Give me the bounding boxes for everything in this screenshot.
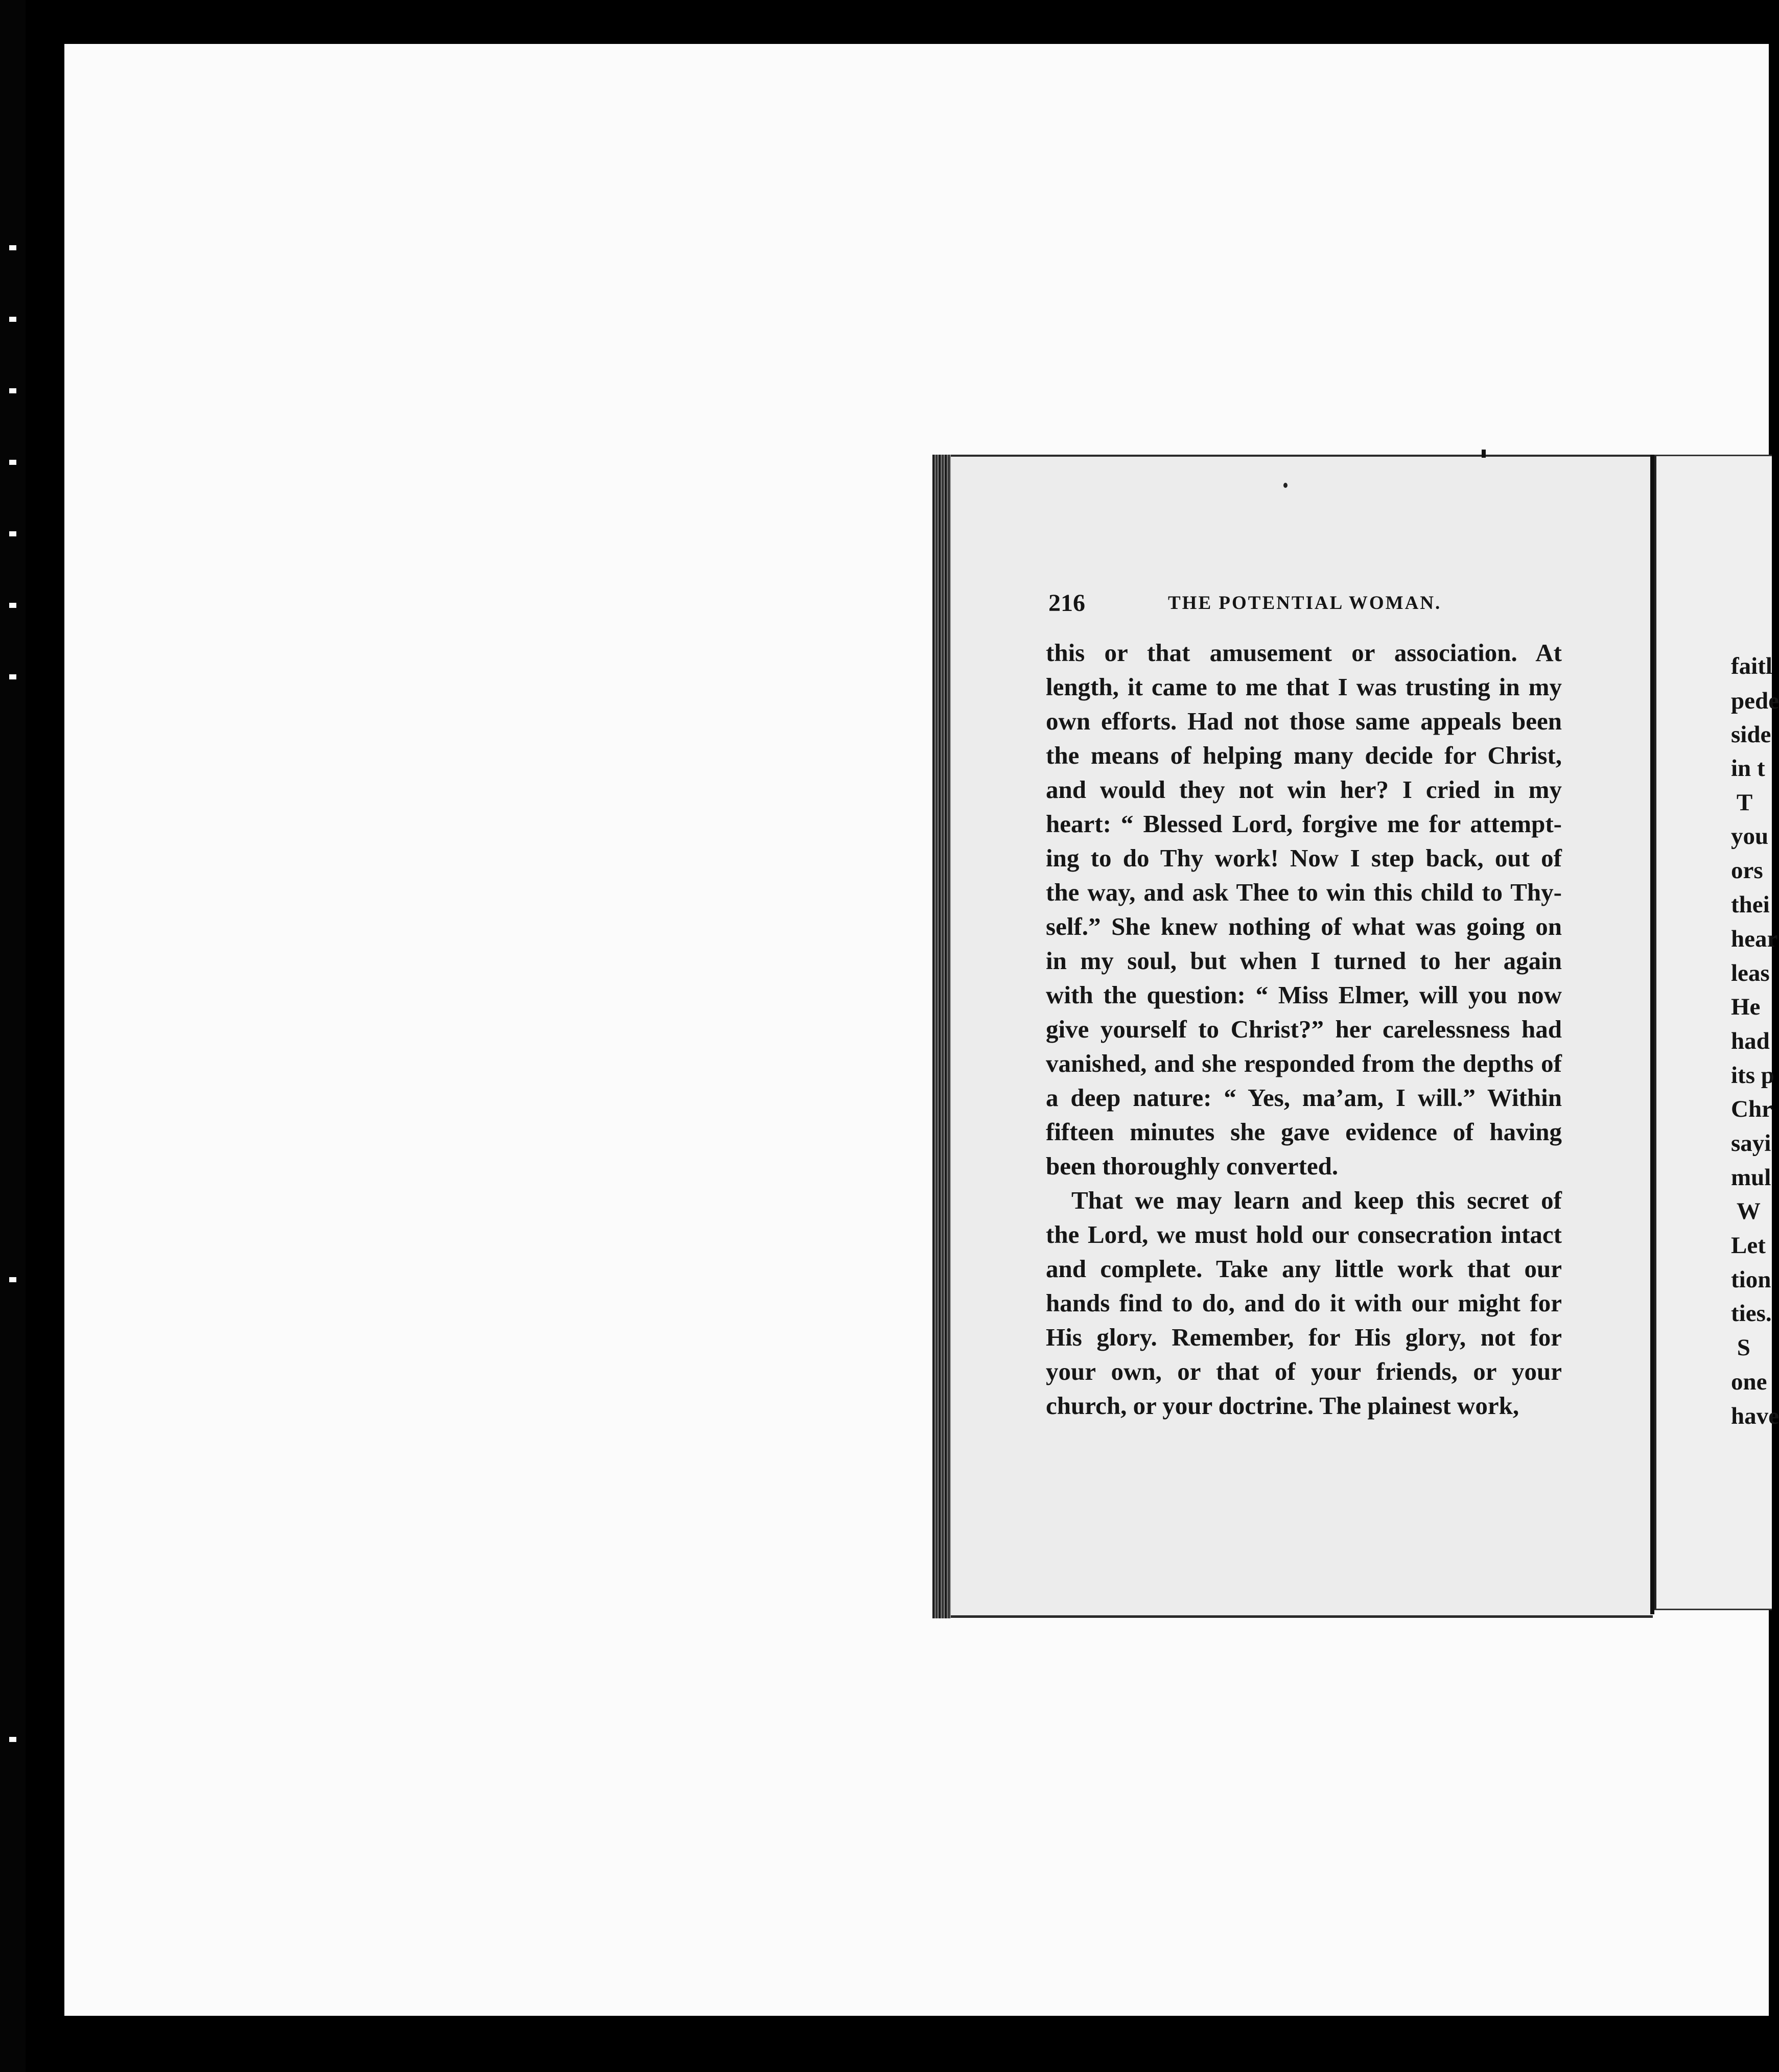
text-line: the Lord, we must hold our consecration intact [1046, 1220, 1562, 1249]
facing-page-fragment: leas [1731, 960, 1770, 986]
facing-page-fragment: W [1731, 1198, 1761, 1225]
running-header [1048, 589, 1561, 620]
facing-page-fragment: hear [1731, 926, 1778, 952]
running-head-title: THE POTENTIAL WOMAN. [1168, 593, 1442, 614]
text-line: His glory. Remember, for His glory, not for [1046, 1323, 1562, 1351]
text-line: length, it came to me that I was trusting in my [1046, 673, 1562, 701]
text-line: self.” She knew nothing of what was going on [1046, 912, 1562, 940]
text-line: fifteen minutes she gave evidence of having [1046, 1118, 1562, 1146]
text-line: church, or your doctrine. The plainest work, [1046, 1392, 1519, 1420]
facing-page-fragment: T [1731, 789, 1753, 816]
facing-page-fragment: ties. [1731, 1300, 1772, 1327]
film-border-left [0, 0, 26, 2072]
text-line: a deep nature: “ Yes, ma’am, I will.” Within [1046, 1084, 1562, 1112]
facing-page-fragment: one [1731, 1369, 1767, 1395]
text-line: the means of helping many decide for Christ, [1046, 741, 1562, 769]
facing-page-fragment: ors [1731, 857, 1763, 884]
text-line: with the question: “ Miss Elmer, will you now [1046, 981, 1562, 1009]
facing-page-fragment: mul [1731, 1164, 1771, 1191]
facing-page-fragment: S [1731, 1334, 1750, 1361]
body-text [1046, 635, 1562, 1423]
text-line: your own, or that of your friends, or your [1046, 1357, 1562, 1385]
text-line: in my soul, but when I turned to her again [1046, 947, 1562, 975]
facing-page-fragment: pede [1731, 688, 1779, 714]
text-line: been thoroughly converted. [1046, 1152, 1339, 1180]
facing-page-fragment: you [1731, 823, 1769, 850]
page-edge-binding [932, 455, 951, 1618]
text-line: this or that amusement or association. At [1046, 639, 1562, 667]
text-line: heart: “ Blessed Lord, forgive me for attempt- [1046, 810, 1562, 838]
facing-page-fragment: Let [1731, 1232, 1766, 1259]
text-line: give yourself to Christ?” her carelessness had [1046, 1015, 1562, 1043]
facing-page-fragment: He [1731, 994, 1761, 1020]
facing-page-fragment: faitl [1731, 653, 1772, 679]
text-line: That we may learn and keep this secret of [1071, 1186, 1562, 1214]
text-line: ing to do Thy work! Now I step back, out of [1046, 844, 1562, 872]
facing-page [1653, 455, 1779, 1610]
page-gutter [1650, 455, 1654, 1614]
page-number: 216 [1048, 590, 1085, 617]
scan-mark [1482, 450, 1486, 458]
ink-speck [1283, 483, 1288, 488]
facing-page-fragment: its p [1731, 1062, 1774, 1089]
facing-page-fragment: side [1731, 721, 1771, 748]
facing-page-fragment: in t [1731, 755, 1765, 782]
facing-page-fragment: thei [1731, 891, 1770, 918]
facing-page-fragment: had [1731, 1028, 1770, 1054]
text-line: hands find to do, and do it with our might for [1046, 1289, 1562, 1317]
text-line: and would they not win her? I cried in my [1046, 775, 1562, 804]
facing-page-fragment: tion [1731, 1266, 1771, 1293]
text-line: vanished, and she responded from the depths of [1046, 1049, 1562, 1077]
text-line: own efforts. Had not those same appeals been [1046, 707, 1562, 735]
text-line: the way, and ask Thee to win this child to Thy- [1046, 878, 1562, 906]
facing-page-fragment: have [1731, 1403, 1779, 1429]
facing-page-fragment: sayi [1731, 1130, 1771, 1157]
facing-page-fragment: Chr [1731, 1096, 1772, 1122]
text-line: and complete. Take any little work that our [1046, 1255, 1562, 1283]
